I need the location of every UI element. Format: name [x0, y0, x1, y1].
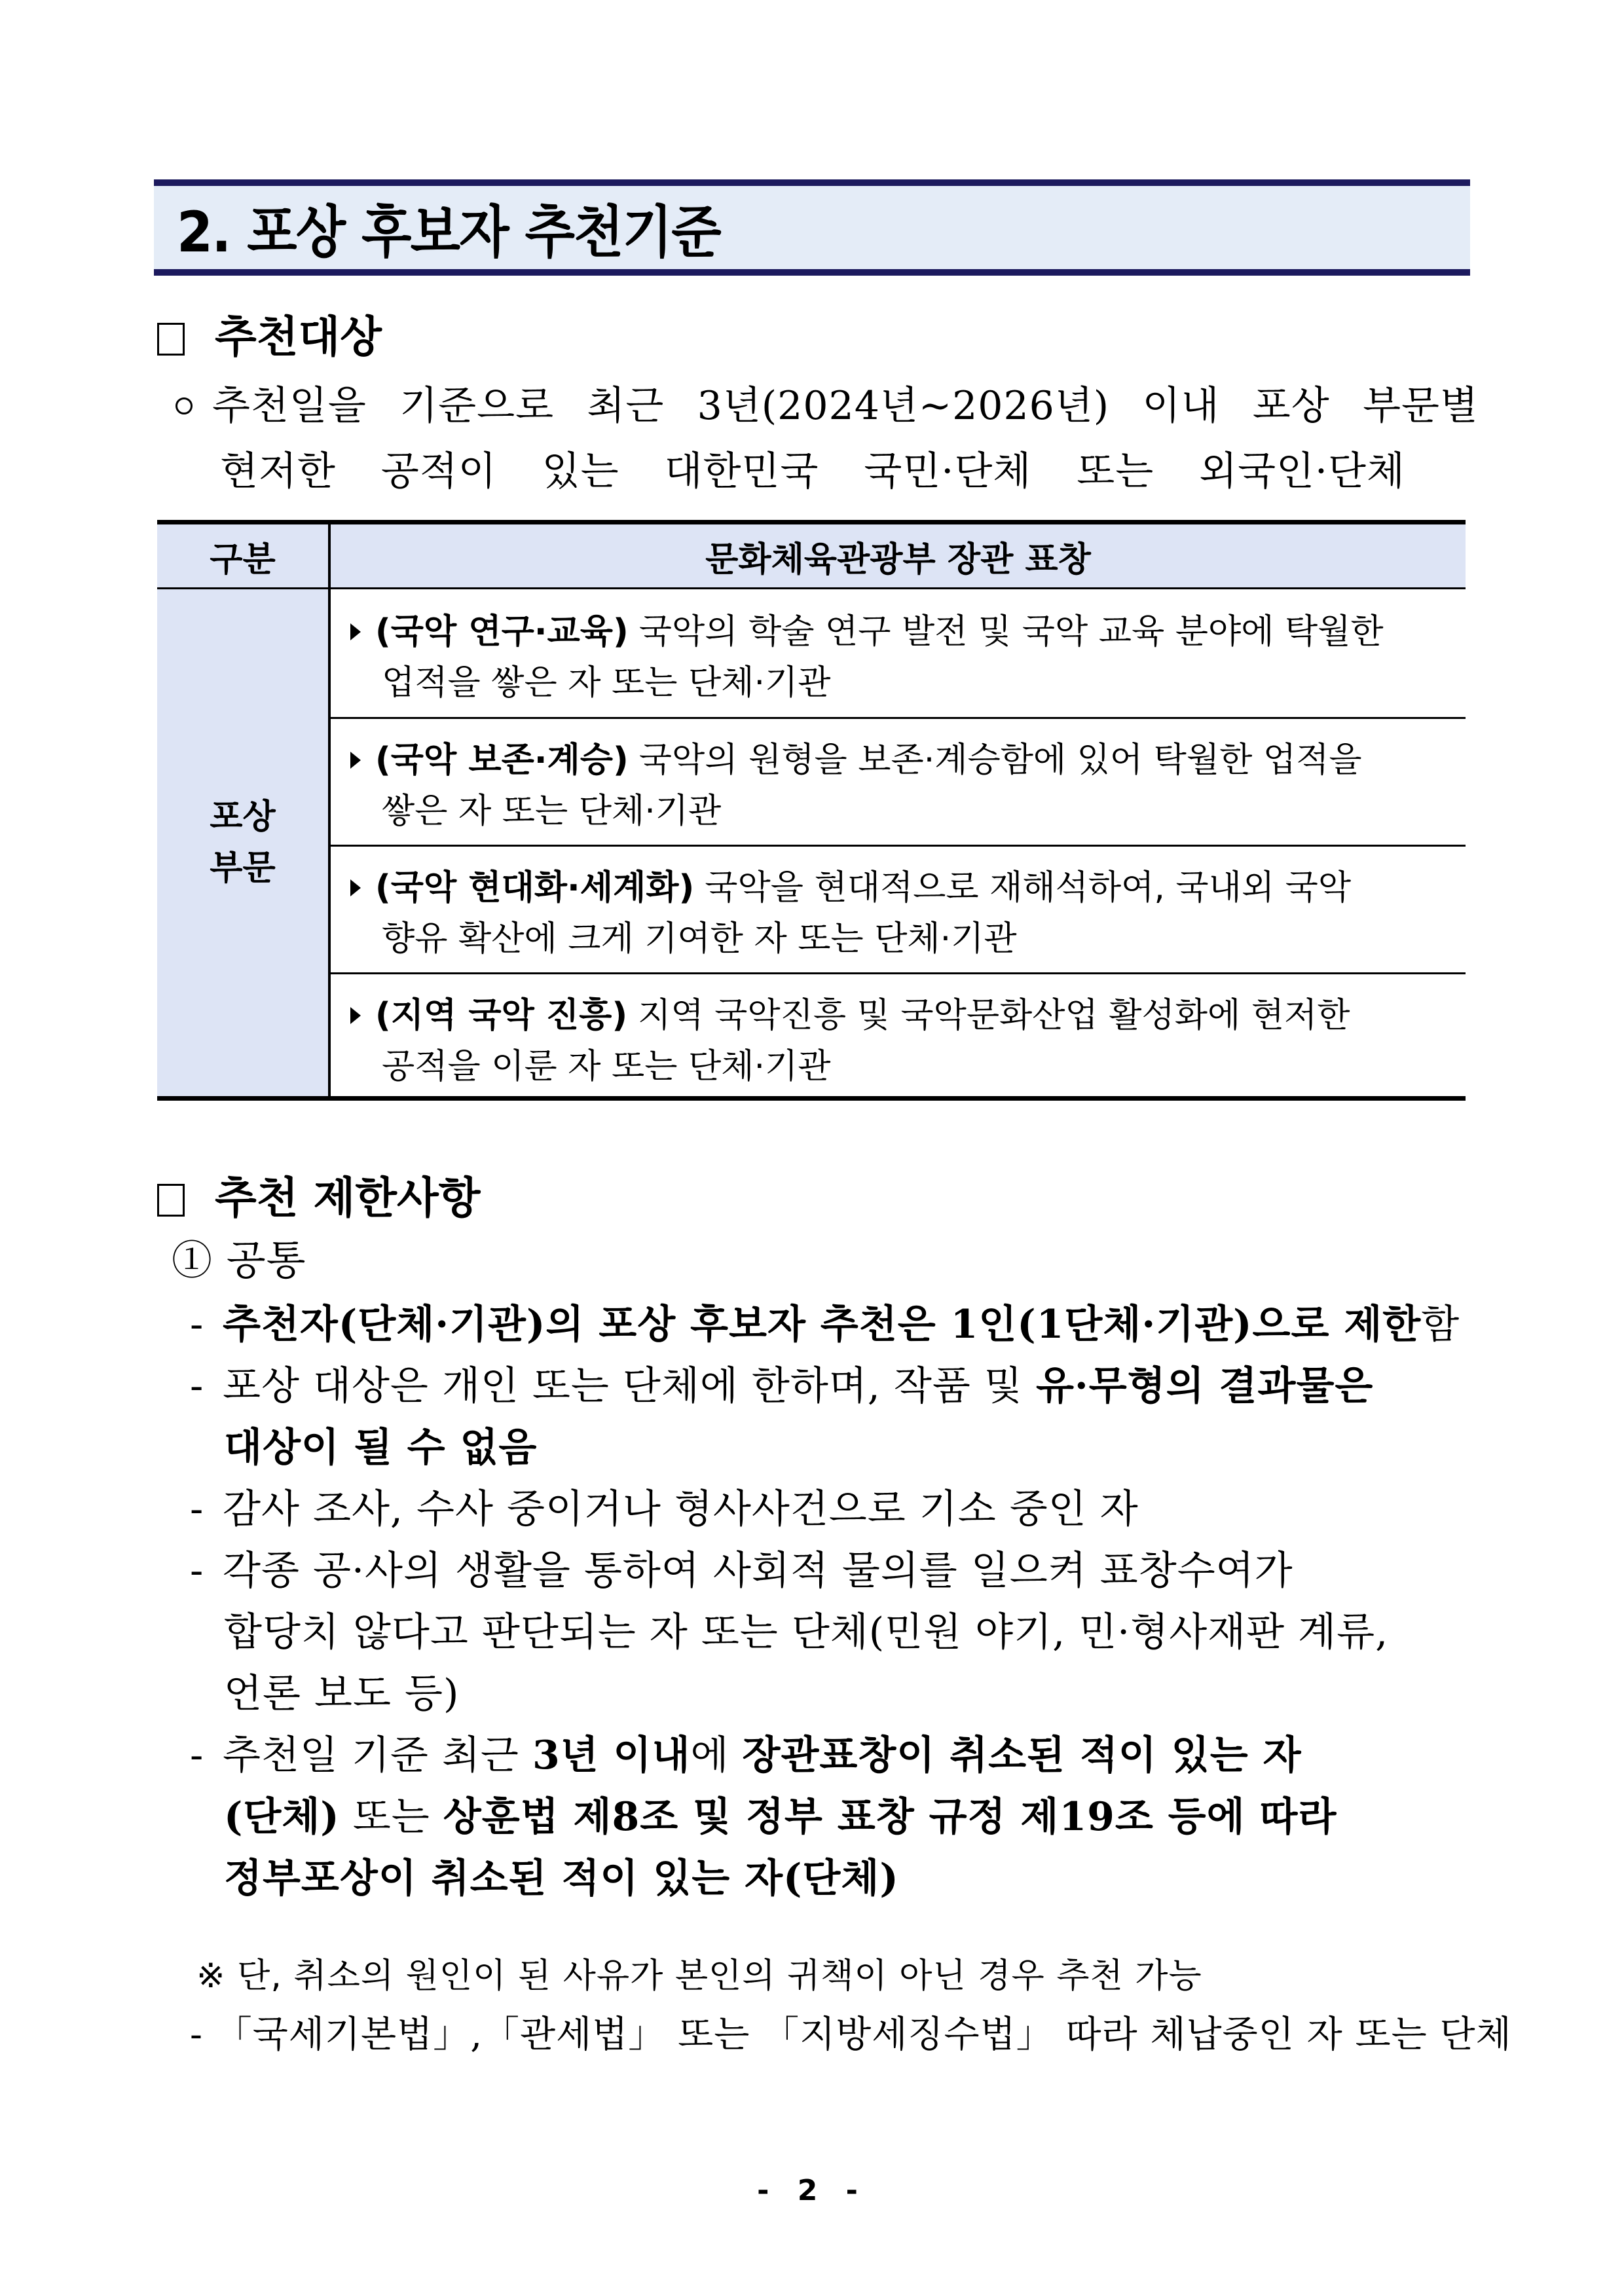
word: 3년(2024년~2026년) — [697, 383, 1110, 429]
row-line1 — [350, 737, 1452, 783]
row-desc: 국악의 학술 연구 발전 및 국악 교육 분야에 탁월한 — [638, 612, 1384, 652]
bold-text: 정부포상이 취소된 적이 있는 자(단체) — [224, 1856, 899, 1901]
checkbox-square-icon — [157, 323, 185, 356]
table-header-row — [157, 524, 1466, 589]
text: 언론 보도 등) — [224, 1671, 460, 1717]
section-title-bar — [154, 179, 1470, 276]
bold-text: 추천자(단체·기관)의 포상 후보자 추천은 1인(1단체·기관)으로 제한 — [223, 1302, 1422, 1348]
dash-bullet: - — [190, 1486, 204, 1532]
word: 최근 — [587, 383, 665, 429]
text: 추천일 기준 최근 — [223, 1733, 532, 1778]
row-label-line1: 포상 — [210, 798, 276, 837]
heading-text: 추천 제한사항 — [215, 1173, 481, 1223]
row-line2: 향유 확산에 크게 기여한 자 또는 단체·기관 — [382, 919, 1017, 959]
bold-text: 상훈법 제8조 및 정부 표창 규정 제19조 등에 따라 — [443, 1794, 1337, 1840]
page-number: - 2 - — [757, 2174, 867, 2207]
word: 추천일을 — [212, 383, 367, 429]
dash-bullet: - — [190, 1302, 204, 1348]
target-paragraph-line2 — [220, 445, 1405, 498]
target-paragraph-line1 — [175, 380, 1479, 432]
row-label-cell — [157, 589, 328, 1096]
bold-text: 3년 이내 — [532, 1733, 691, 1778]
checkbox-square-icon — [157, 1184, 185, 1217]
dash-bullet: - — [190, 1363, 204, 1409]
word: 외국인·단체 — [1199, 449, 1405, 494]
dash-bullet: - — [190, 1733, 204, 1778]
restriction-item-line — [190, 1298, 1460, 1351]
row-line2: 공적을 이룬 자 또는 단체·기관 — [382, 1047, 831, 1086]
word: 공적이 — [380, 449, 497, 494]
text: 에 — [690, 1733, 743, 1778]
bold-text: 유·무형의 결과물은 — [1035, 1363, 1374, 1409]
subheading-common: ① 공통 — [172, 1236, 306, 1284]
table-row — [331, 589, 1466, 719]
section-title: 2. 포상 후보자 추천기준 — [177, 200, 720, 265]
line-words — [220, 445, 1405, 498]
word: 포상 — [1252, 383, 1330, 429]
text: 합당치 않다고 판단되는 자 또는 단체(민원 야기, 민·형사재판 계류, — [224, 1609, 1389, 1655]
triangle-bullet-icon — [350, 1007, 361, 1024]
note-text: ※ 단, 취소의 원인이 된 사유가 본인의 귀책이 아닌 경우 추천 가능 — [196, 1956, 1202, 1996]
row-category: (국악 연구·교육) — [375, 612, 629, 652]
award-category-table — [157, 520, 1466, 1101]
restriction-item-line — [190, 1483, 1139, 1535]
restriction-item-last: - 「국세기본법」,「관세법」 또는 「지방세징수법」 따라 체납중인 자 또는 단체 — [190, 2013, 1512, 2056]
circle-bullet-icon — [175, 397, 193, 414]
header-cell-category: 구분 — [210, 540, 276, 579]
text: 포상 대상은 개인 또는 단체에 한하며, 작품 및 — [223, 1363, 1036, 1409]
bold-text: 대상이 될 수 없음 — [224, 1425, 538, 1471]
table-row — [331, 974, 1466, 1101]
row-desc: 국악의 원형을 보존·계승함에 있어 탁월한 업적을 — [638, 741, 1362, 780]
triangle-bullet-icon — [350, 879, 361, 896]
row-line1 — [350, 609, 1452, 655]
word: 현저한 — [220, 449, 336, 494]
word: 있는 — [542, 449, 619, 494]
triangle-bullet-icon — [350, 623, 361, 640]
header-cell-award: 문화체육관광부 장관 표창 — [705, 540, 1091, 579]
restriction-item-line — [190, 1729, 1302, 1782]
row-category: (지역 국악 진흥) — [375, 996, 628, 1035]
row-line2: 업적을 쌓은 자 또는 단체·기관 — [382, 663, 831, 703]
dash-bullet: - — [190, 1548, 204, 1594]
row-line2: 쌓은 자 또는 단체·기관 — [382, 792, 722, 831]
heading-text: 추천대상 — [215, 312, 382, 362]
bold-text: 장관표창이 취소된 적이 있는 자 — [742, 1733, 1302, 1778]
table-row — [331, 847, 1466, 974]
row-line1 — [350, 993, 1452, 1038]
line-words — [212, 380, 1479, 432]
row-line1 — [350, 865, 1452, 911]
text: 각종 공·사의 생활을 통하여 사회적 물의를 일으켜 표창수여가 — [223, 1548, 1293, 1594]
restriction-item-line — [190, 1360, 1373, 1412]
section-heading-restrictions — [157, 1169, 481, 1228]
triangle-bullet-icon — [350, 752, 361, 769]
table-row — [331, 719, 1466, 847]
restriction-item-line — [190, 1545, 1293, 1597]
text: 또는 — [339, 1794, 443, 1840]
word: 또는 — [1077, 449, 1154, 494]
word: 부문별 — [1363, 383, 1479, 429]
row-category: (국악 보존·계승) — [375, 741, 629, 780]
section-heading-target — [157, 308, 382, 367]
text: 함 — [1421, 1302, 1460, 1348]
row-label-line2: 부문 — [210, 849, 276, 888]
restriction-item-line — [224, 1668, 459, 1720]
row-desc: 지역 국악진흥 및 국악문화산업 활성화에 현저한 — [638, 996, 1350, 1035]
restriction-item-line — [224, 1791, 1337, 1843]
word: 기준으로 — [399, 383, 555, 429]
restriction-item-line — [224, 1852, 899, 1905]
row-category: (국악 현대화·세계화) — [375, 868, 695, 908]
word: 이내 — [1142, 383, 1220, 429]
bold-text: (단체) — [224, 1794, 340, 1840]
text: 감사 조사, 수사 중이거나 형사사건으로 기소 중인 자 — [223, 1486, 1139, 1532]
word: 대한민국 — [664, 449, 819, 494]
restriction-item-line — [224, 1606, 1388, 1659]
word: 국민·단체 — [864, 449, 1032, 494]
restriction-item-line — [224, 1422, 537, 1474]
row-desc: 국악을 현대적으로 재해석하여, 국내외 국악 — [705, 868, 1352, 908]
